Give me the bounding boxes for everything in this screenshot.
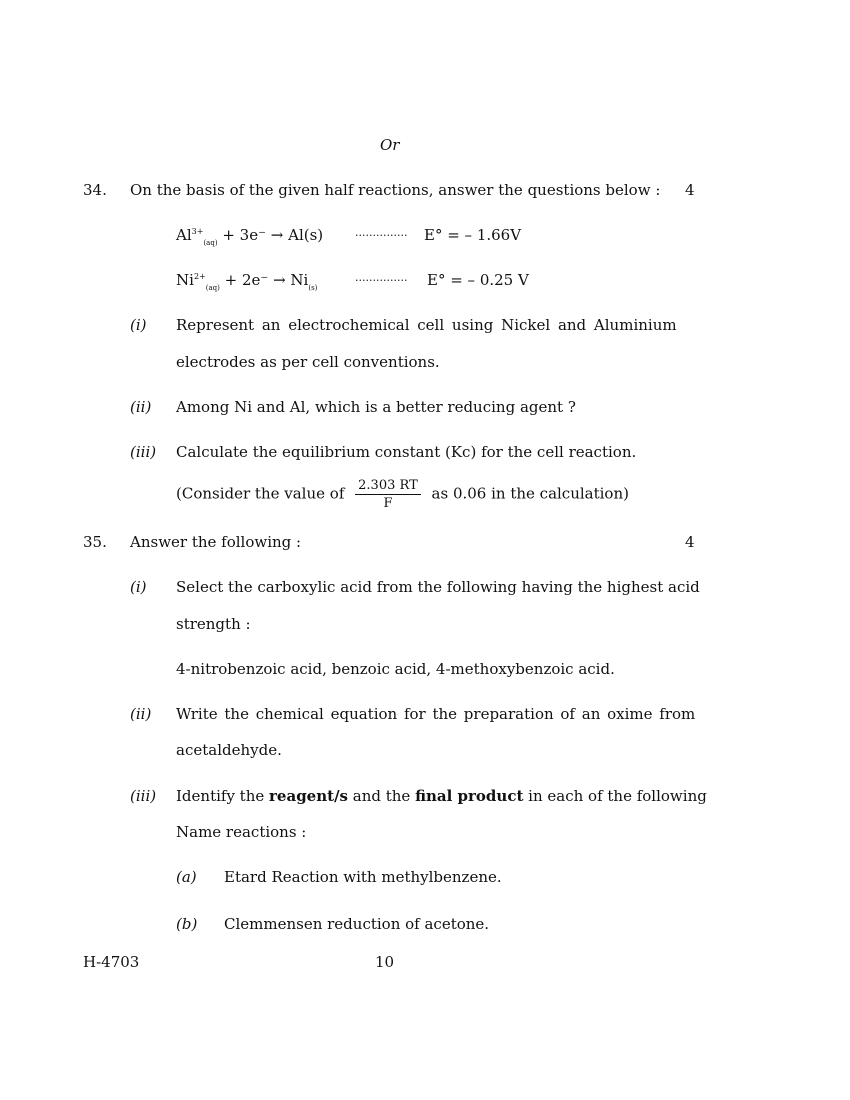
ni-potential: E° = – 0.25 V [427,271,529,289]
al-charge: 3+ [191,227,204,236]
q35-subpart-a-text: Etard Reaction with methylbenzene. [224,868,502,886]
q35-part-iii-line2: Name reactions : [176,823,307,841]
q34-part-i-line1: Represent an electrochemical cell using Nickel and Aluminium [176,316,677,334]
al-dots: ............... [355,226,408,239]
q34-part-i-label: (i) [130,316,147,334]
q35-part-i-line1: Select the carboxylic acid from the following having the highest acid [176,578,700,596]
q34-part-iii-consider [176,478,629,511]
q35-iii-mid: and the [348,787,416,805]
q35-iii-post: in each of the following [523,787,707,805]
q35-subpart-b-label: (b) [176,915,198,933]
half-reaction-al [176,226,323,247]
al-ion: Al [176,226,192,244]
q35-part-i-label: (i) [130,578,147,596]
al-potential: E° = – 1.66V [424,226,522,244]
q34-part-ii-line1: Among Ni and Al, which is a better reducing agent ? [176,398,576,416]
q34-part-iii-line1: Calculate the equilibrium constant (Kc) for the cell reaction. [176,443,637,461]
question-35-number: 35. [83,533,107,551]
q34-part-i-line2: electrodes as per cell conventions. [176,353,440,371]
q35-part-ii-line2: acetaldehyde. [176,741,282,759]
ni-ion: Ni [176,271,194,289]
al-state: (aq) [203,239,218,247]
q35-part-iii-line1 [176,787,707,805]
question-35-text: Answer the following : [130,533,302,551]
q35-part-i-line3: 4-nitrobenzoic acid, benzoic acid, 4-methoxybenzoic acid. [176,660,615,678]
al-reaction-rest: + 3e⁻ → Al(s) [217,226,324,244]
q35-part-ii-line1: Write the chemical equation for the preparation of an oxime from [176,705,696,723]
question-34-number: 34. [83,181,107,199]
q34-part-iii-label: (iii) [130,443,157,461]
consider-pre: (Consider the value of [176,484,345,503]
half-reaction-ni [176,271,317,292]
q35-subpart-a-label: (a) [176,868,197,886]
ni-product-state: (s) [308,284,318,292]
question-34-text: On the basis of the given half reactions, answer the questions below : [130,181,661,199]
q35-part-iii-label: (iii) [130,787,157,805]
q35-subpart-b-text: Clemmensen reduction of acetone. [224,915,490,933]
or-divider: Or [380,136,400,154]
q35-iii-pre: Identify the [176,787,270,805]
q35-part-ii-label: (ii) [130,705,152,723]
page-number: 10 [375,953,395,971]
paper-code: H-4703 [83,953,140,971]
ni-state: (aq) [205,284,220,292]
ni-charge: 2+ [193,272,206,281]
question-34-marks: 4 [685,181,695,199]
q35-iii-bold-product: final product [415,787,524,805]
consider-post: as 0.06 in the calculation) [431,484,629,503]
fraction-denominator: F [383,496,393,511]
q35-part-i-line2: strength : [176,615,251,633]
q35-iii-bold-reagent: reagent/s [269,787,348,805]
ni-reaction-rest: + 2e⁻ → Ni [219,271,309,289]
fraction-numerator: 2.303 RT [355,478,421,495]
question-35-marks: 4 [685,533,695,551]
q34-part-ii-label: (ii) [130,398,152,416]
ni-dots: ............... [355,271,408,284]
rt-over-f-fraction [355,478,421,511]
